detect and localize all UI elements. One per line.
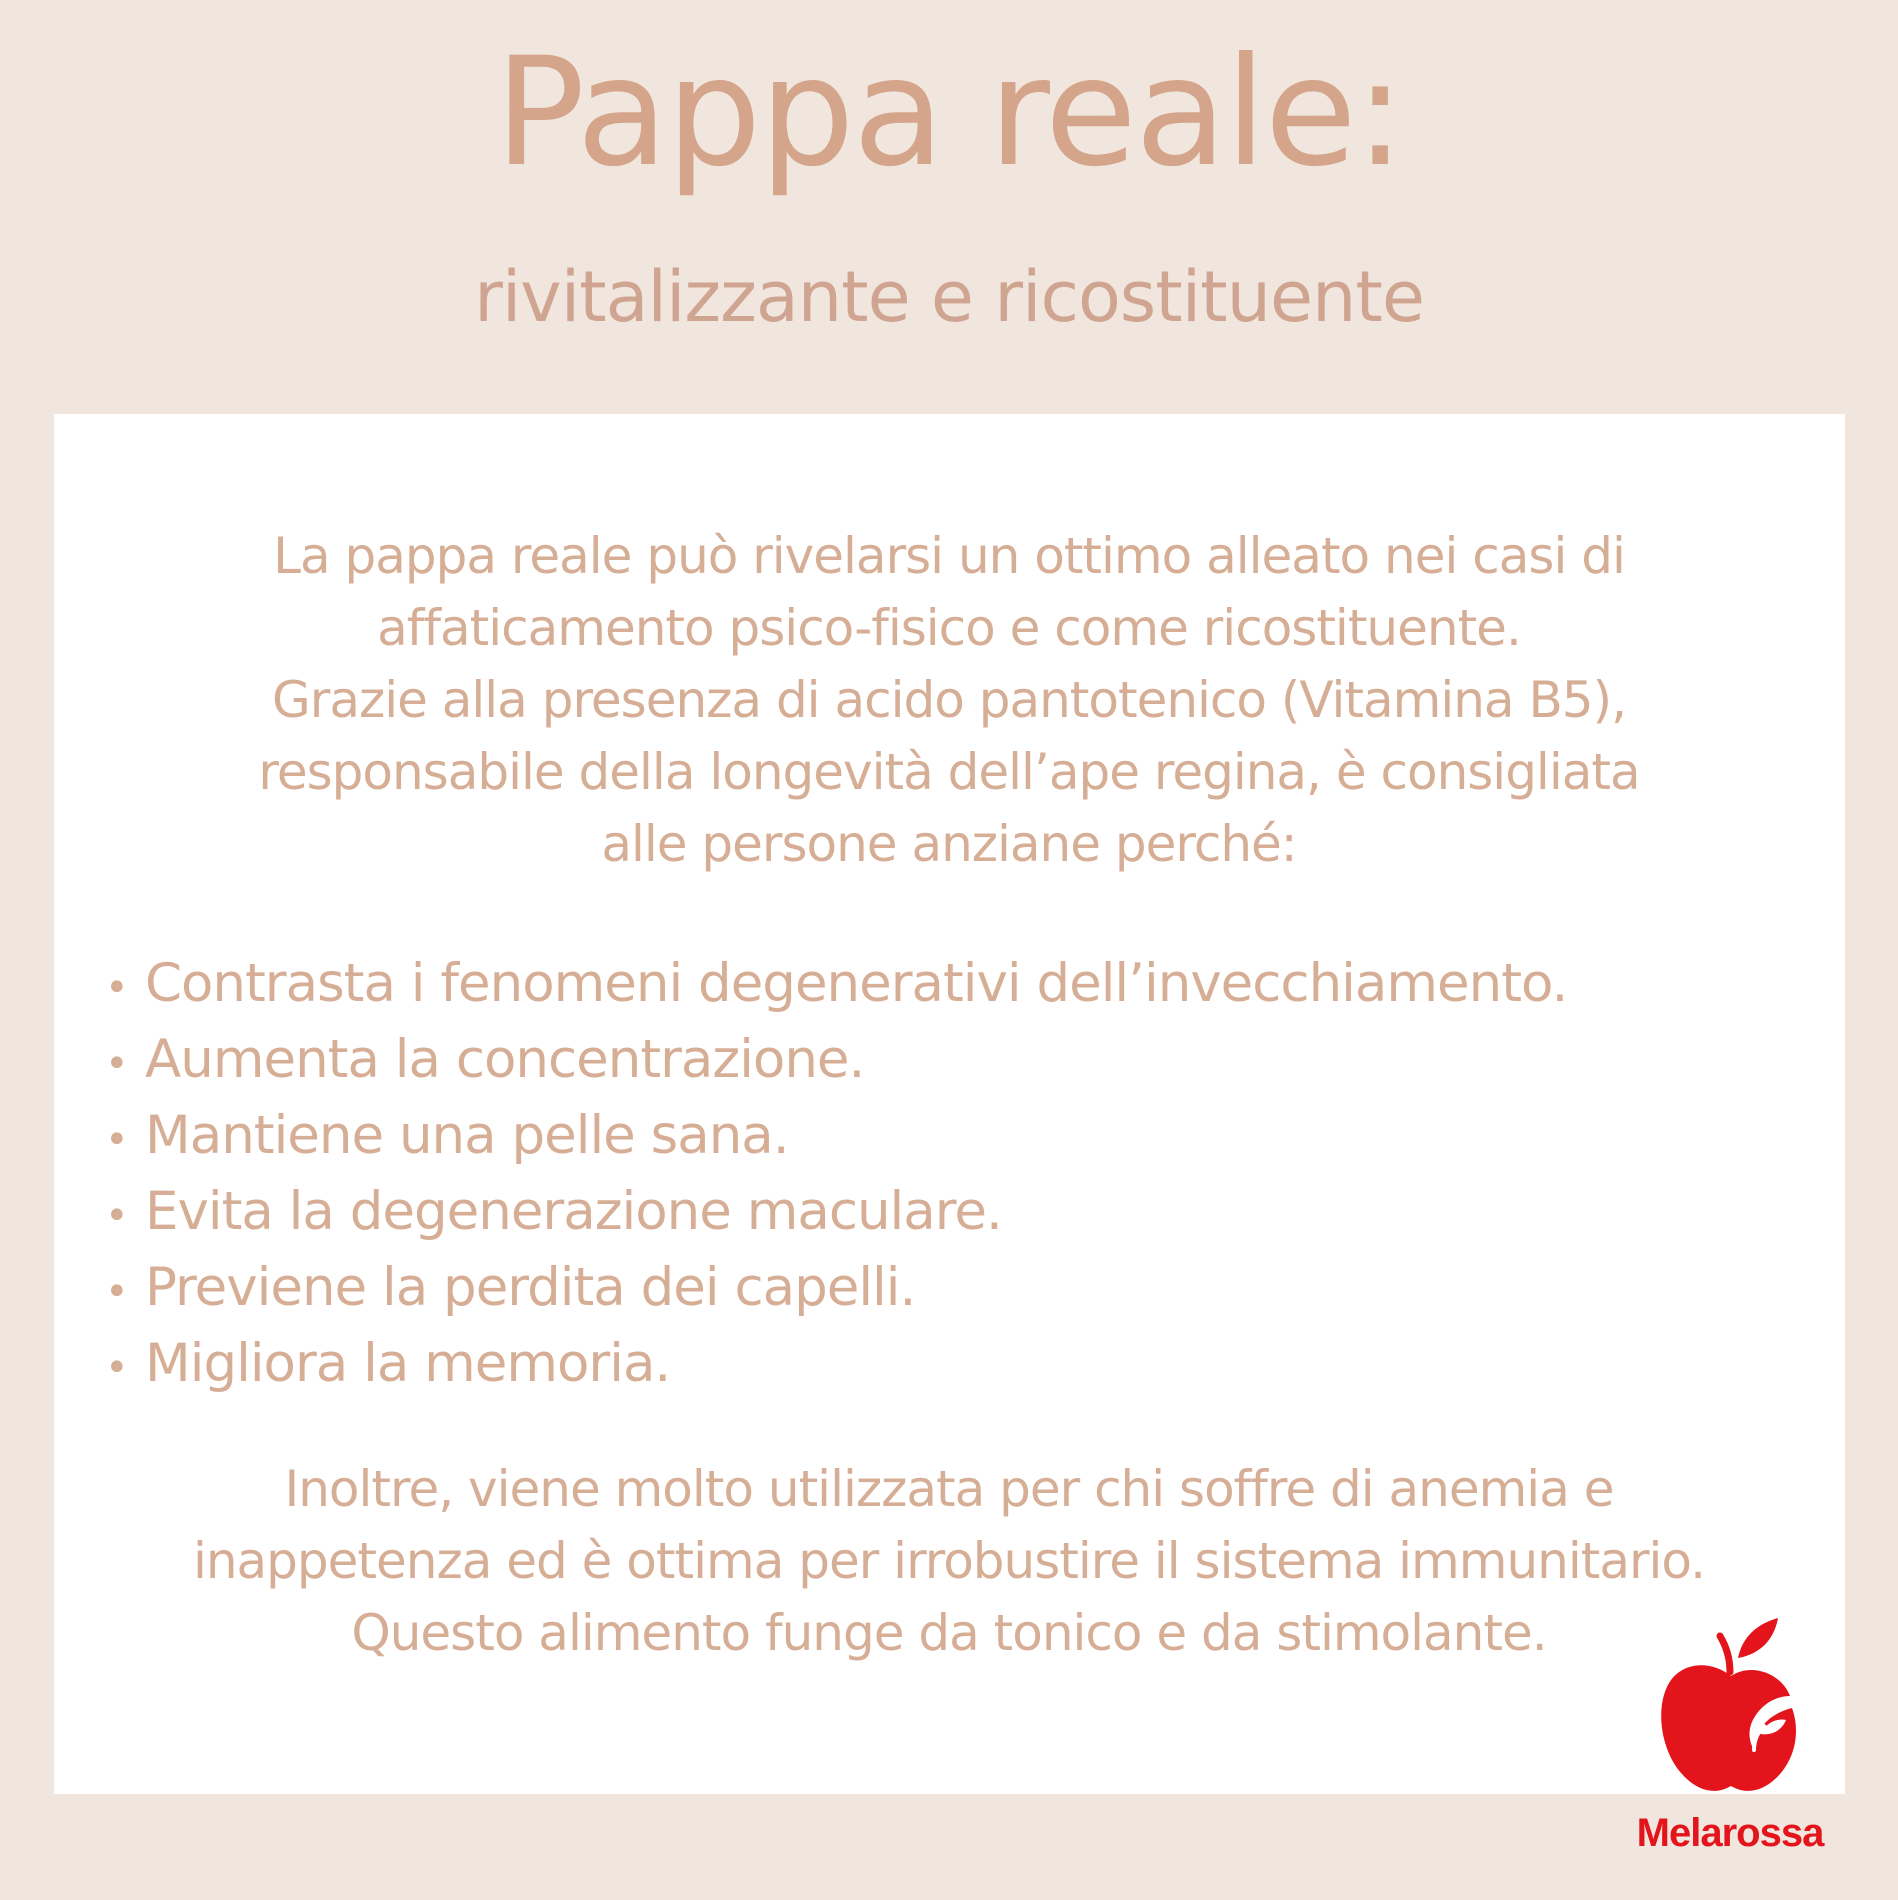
list-item: [105, 1252, 1567, 1328]
brand-name: Melarossa: [1636, 1811, 1824, 1855]
list-item: [105, 1100, 1567, 1176]
outro-line: inappetenza ed è ottima per irrobustire il sistema immunitario.: [192, 1532, 1706, 1590]
list-item-text: Evita la degenerazione maculare.: [145, 1181, 1002, 1242]
intro-paragraph: [0, 520, 1898, 880]
list-item-text: Previene la perdita dei capelli.: [145, 1257, 916, 1318]
list-item-text: Contrasta i fenomeni degenerativi dell’invecchiamento.: [145, 953, 1568, 1014]
intro-line: affaticamento psico-fisico e come ricostituente.: [377, 599, 1521, 657]
list-item-text: Mantiene una pelle sana.: [145, 1105, 789, 1166]
page-subtitle: rivitalizzante e ricostituente: [474, 256, 1424, 338]
intro-line: responsabile della longevità dell’ape regina, è consigliata: [258, 743, 1640, 801]
bullet-icon: •: [105, 1193, 128, 1239]
list-item: [105, 1024, 1567, 1100]
list-item-text: Aumenta la concentrazione.: [145, 1029, 865, 1090]
outro-line: Inoltre, viene molto utilizzata per chi soffre di anemia e: [284, 1460, 1614, 1518]
list-item-text: Migliora la memoria.: [145, 1333, 671, 1394]
list-item: [105, 1176, 1567, 1252]
intro-line: Grazie alla presenza di acido pantotenico (Vitamina B5),: [272, 671, 1626, 729]
bullet-icon: •: [105, 1041, 128, 1087]
bullet-icon: •: [105, 1117, 128, 1163]
benefits-list: [105, 948, 1567, 1404]
intro-line: La pappa reale può rivelarsi un ottimo alleato nei casi di: [273, 527, 1625, 585]
page-title: Pappa reale:: [494, 26, 1404, 200]
outro-paragraph: [0, 1453, 1898, 1669]
bullet-icon: •: [105, 965, 128, 1011]
outro-line: Questo alimento funge da tonico e da stimolante.: [351, 1604, 1547, 1662]
list-item: [105, 1328, 1567, 1404]
melarossa-logo: [1620, 1610, 1840, 1890]
apple-icon: [1656, 1610, 1806, 1800]
intro-line: alle persone anziane perché:: [601, 815, 1297, 873]
list-item: [105, 948, 1567, 1024]
bullet-icon: •: [105, 1269, 128, 1315]
bullet-icon: •: [105, 1345, 128, 1391]
